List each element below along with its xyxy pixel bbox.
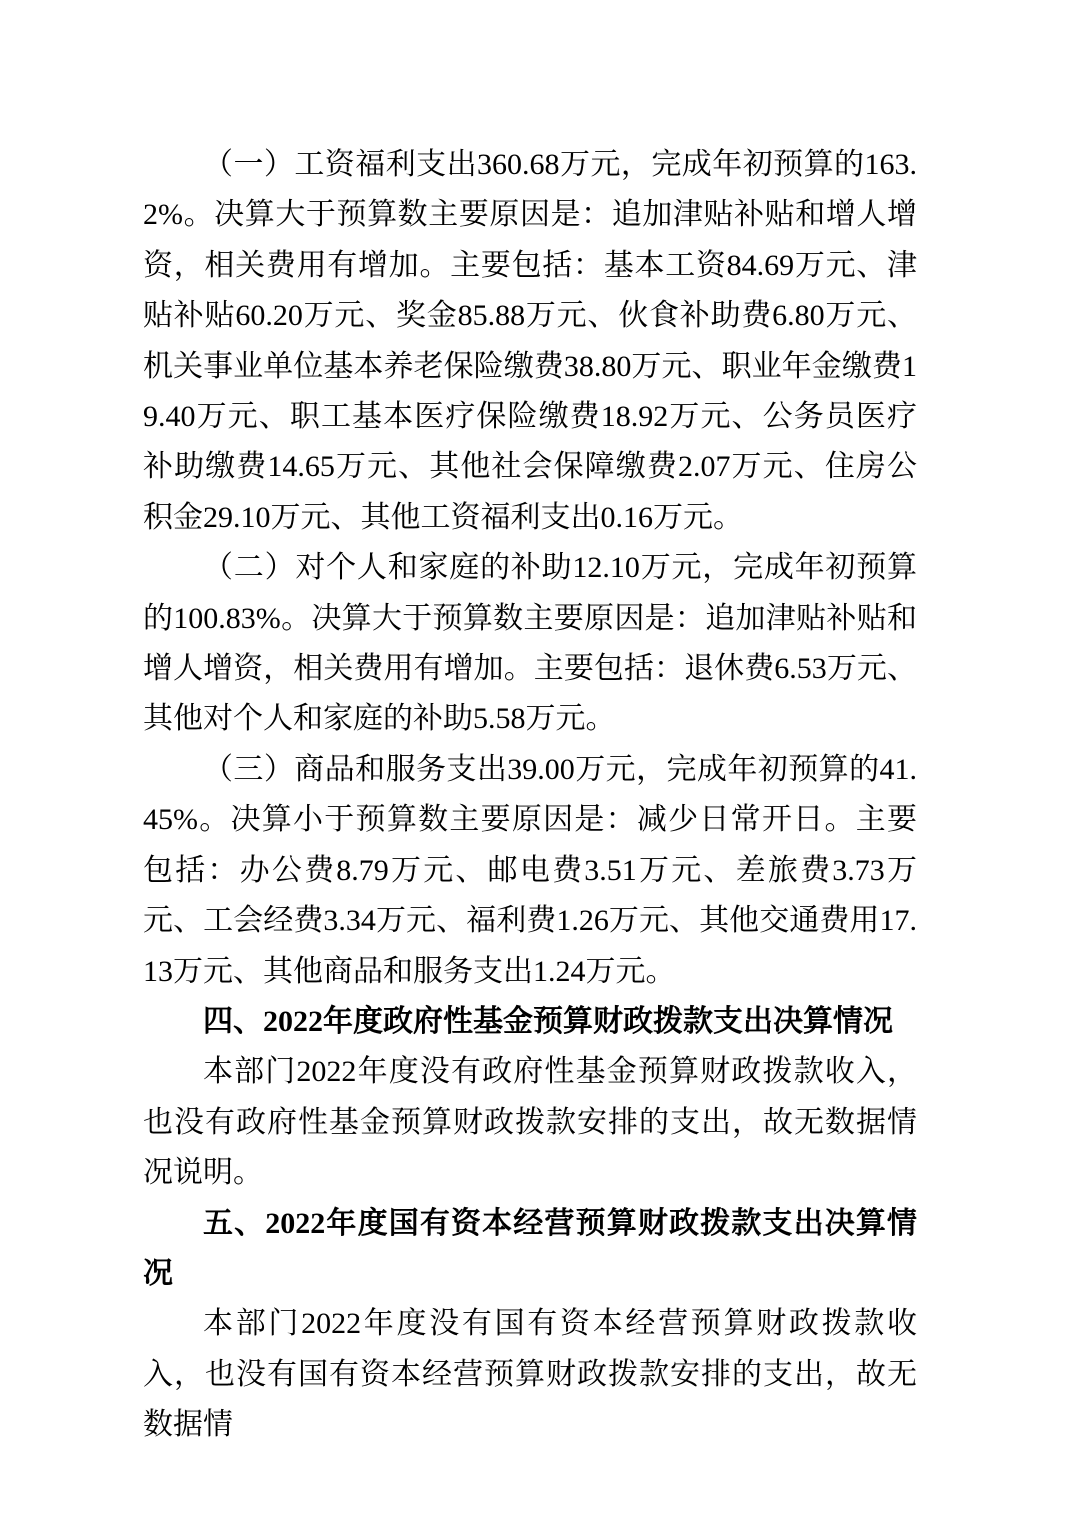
paragraph-section-5-body: 本部门2022年度没有国有资本经营预算财政拨款收入，也没有国有资本经营预算财政拨款安排的支出，故无数据情 [143,1307,917,1442]
paragraph-goods-services-expenditure: （三）商品和服务支出39.00万元，完成年初预算的41.45%。决算小于预算数主要原因是：减少日常开日。主要包括：办公费8.79万元、邮电费3.51万元、差旅费3.73万元、工会经费3.34万元、福利费1.26万元、其他交通费用17.13万元、其他商品和服务支出1.24万元。 [143,752,917,988]
paragraph-section-4-body: 本部门2022年度没有政府性基金预算财政拨款收入，也没有政府性基金预算财政拨款安排的支出，故无数据情况说明。 [143,1055,917,1190]
heading-section-5-state-capital-budget: 五、2022年度国有资本经营预算财政拨款支出决算情况 [143,1206,917,1290]
paragraph-individual-family-subsidy: （二）对个人和家庭的补助12.10万元，完成年初预算的100.83%。决算大于预算数主要原因是：追加津贴补贴和增人增资，相关费用有增加。主要包括：退休费6.53万元、其他对个人和家庭的补助5.58万元。 [143,551,917,736]
paragraph-wage-welfare-expenditure: （一）工资福利支出360.68万元，完成年初预算的163.2%。决算大于预算数主要原因是：追加津贴补贴和增人增资，相关费用有增加。主要包括：基本工资84.69万元、津贴补贴60.20万元、奖金85.88万元、伙食补助费6.80万元、机关事业单位基本养老保险缴费38.80万元、职业年金缴费19.40万元、职工基本医疗保险缴费18.92万元、公务员医疗补助缴费14.65万元、其他社会保障缴费2.07万元、住房公积金29.10万元、其他工资福利支出0.16万元。 [143,148,917,534]
heading-section-4-government-fund-budget: 四、2022年度政府性基金预算财政拨款支出决算情况 [203,1004,893,1038]
